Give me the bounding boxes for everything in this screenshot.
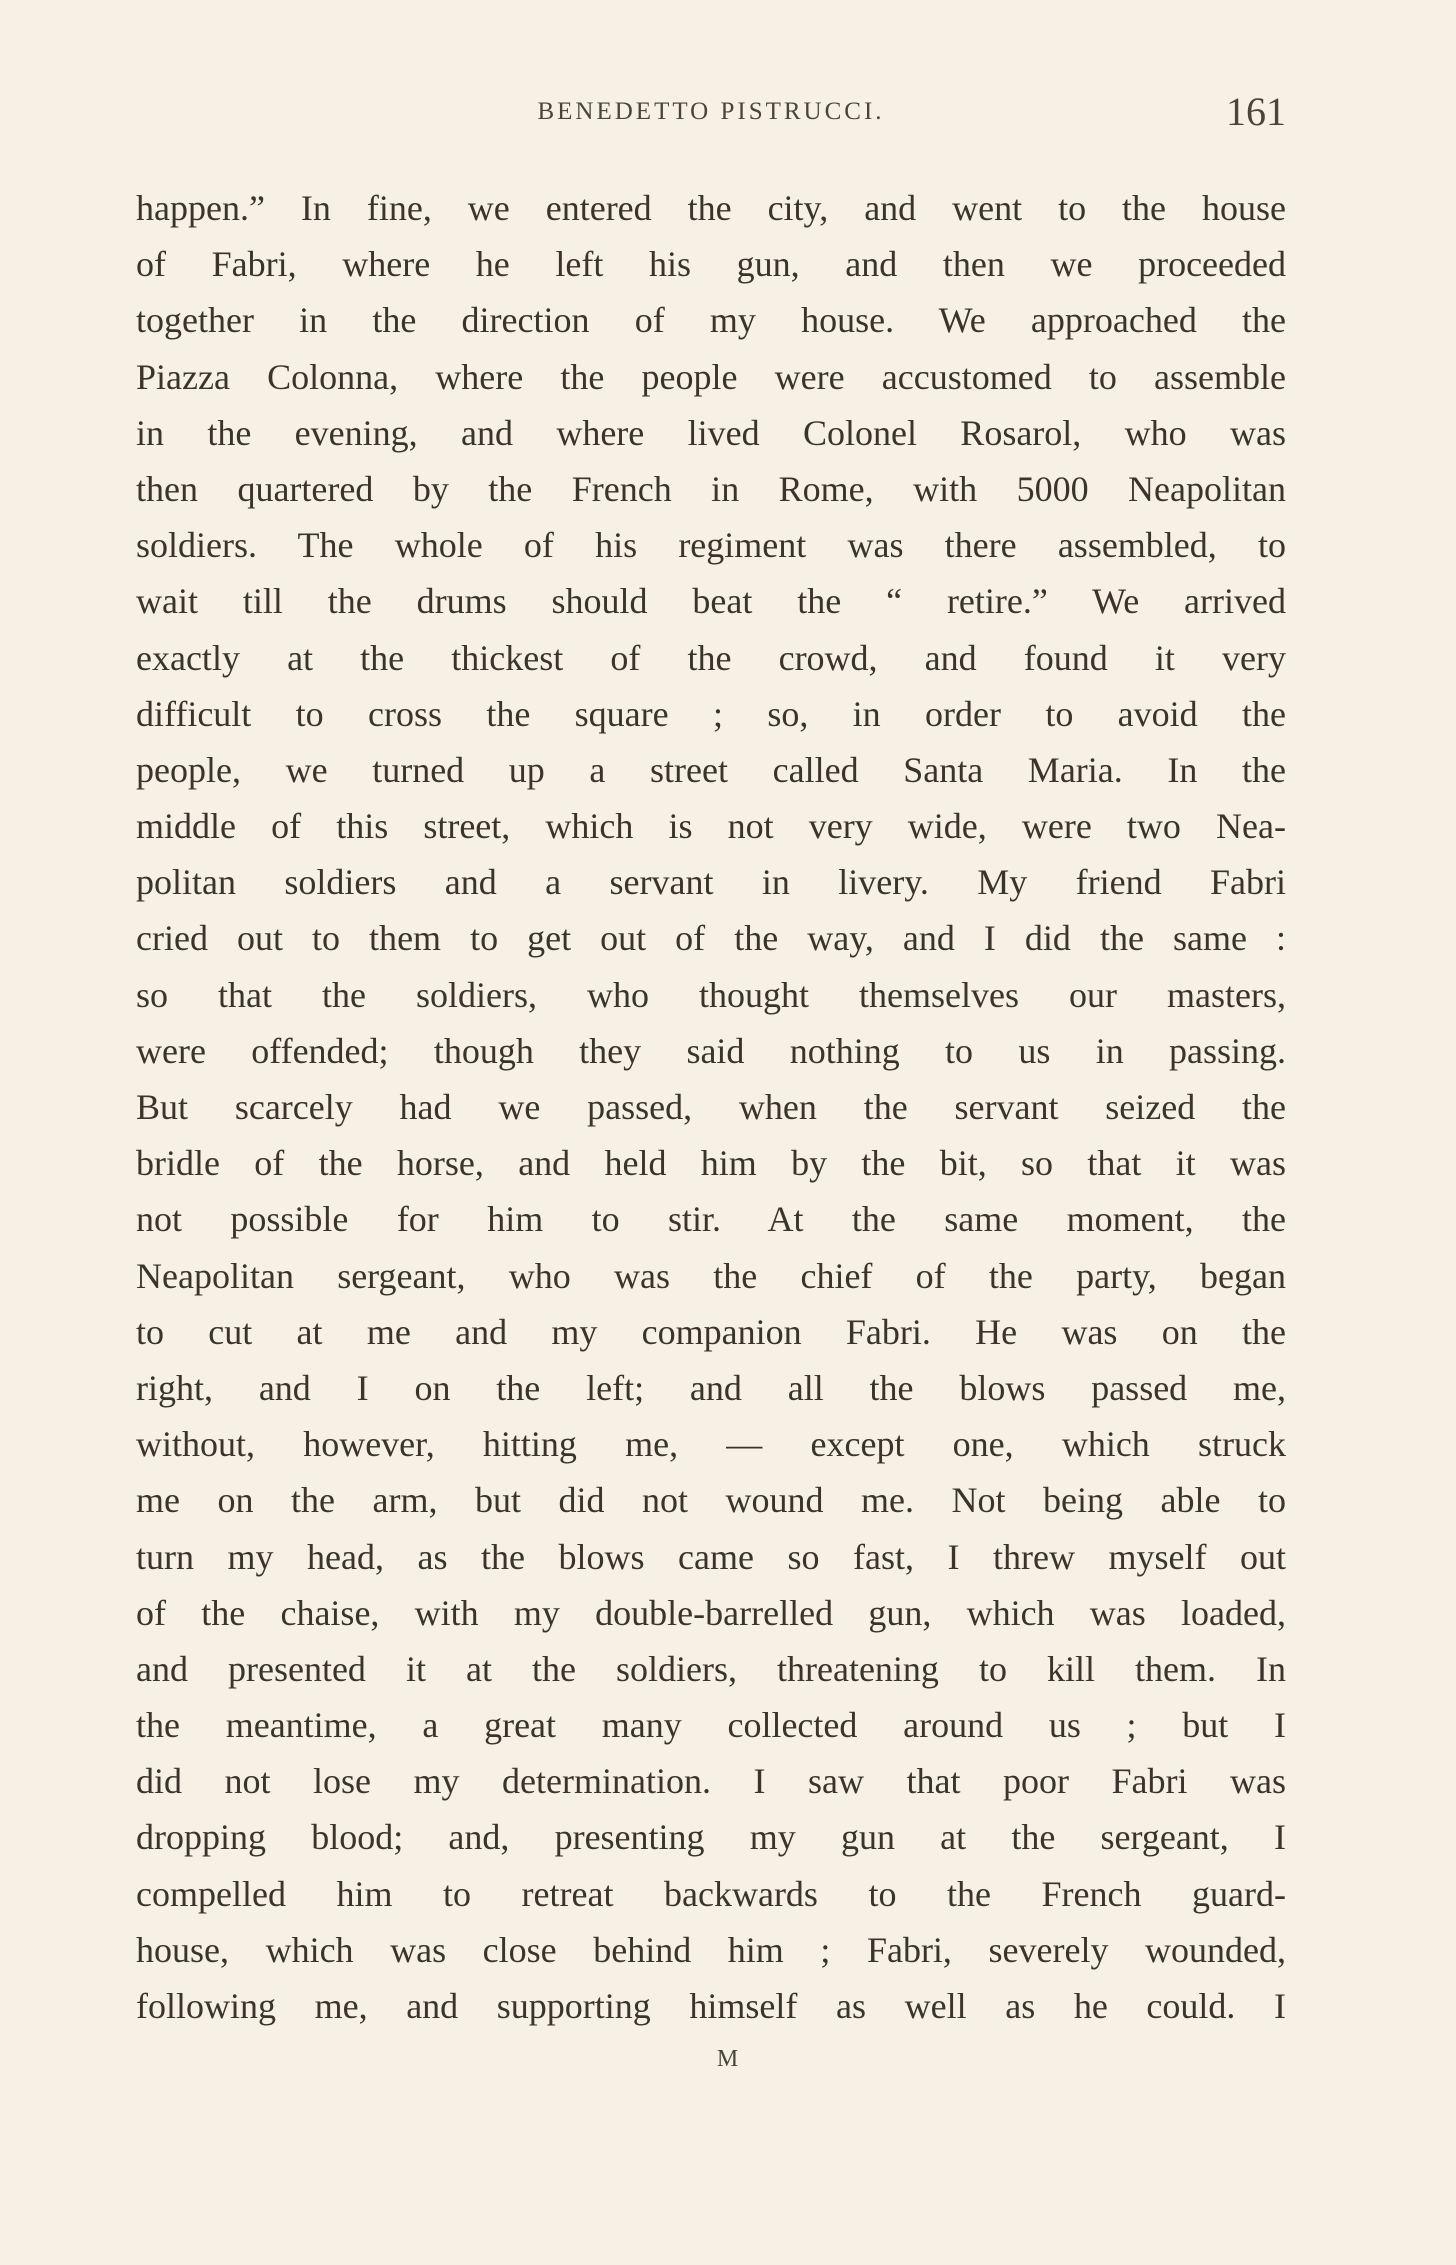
body-text xyxy=(136,180,1286,2034)
text-line: then quartered by the French in Rome, with 5000 Neapolitan xyxy=(136,468,1286,509)
text-line: were offended; though they said nothing to us in passing. xyxy=(136,1030,1286,1071)
running-title: BENEDETTO PISTRUCCI. xyxy=(537,98,885,125)
text-line: Piazza Colonna, where the people were accustomed to assemble xyxy=(136,356,1286,397)
text-line: But scarcely had we passed, when the servant seized the xyxy=(136,1087,1286,1127)
text-line: me on the arm, but did not wound me. Not being able to xyxy=(136,1480,1286,1521)
text-line: together in the direction of my house. We approached the xyxy=(136,300,1286,341)
page-number: 161 xyxy=(1226,89,1286,134)
text-line: soldiers. The whole of his regiment was there assembled, to xyxy=(136,525,1286,566)
text-line: of the chaise, with my double-barrelled gun, which was loaded, xyxy=(136,1592,1286,1633)
text-line: middle of this street, which is not very wide, were two Nea- xyxy=(136,806,1286,847)
text-line: dropping blood; and, presenting my gun at the sergeant, I xyxy=(136,1817,1286,1858)
text-line: difficult to cross the square ; so, in order to avoid the xyxy=(136,693,1286,734)
text-line: without, however, hitting me, — except one, which struck xyxy=(136,1424,1286,1465)
text-line: the meantime, a great many collected around us ; but I xyxy=(136,1705,1286,1746)
text-line: did not lose my determination. I saw that poor Fabri was xyxy=(136,1761,1286,1802)
text-line: to cut at me and my companion Fabri. He was on the xyxy=(136,1311,1286,1352)
text-line: people, we turned up a street called Santa Maria. In the xyxy=(136,749,1286,790)
text-line: not possible for him to stir. At the same moment, the xyxy=(136,1199,1286,1240)
text-line: following me, and supporting himself as well as he could. I xyxy=(136,1986,1286,2026)
text-line: cried out to them to get out of the way, and I did the same : xyxy=(136,918,1286,959)
text-line: and presented it at the soldiers, threatening to kill them. In xyxy=(136,1648,1286,1689)
text-line: so that the soldiers, who thought themselves our masters, xyxy=(136,974,1286,1015)
text-line: house, which was close behind him ; Fabri, severely wounded, xyxy=(136,1929,1286,1970)
text-line: right, and I on the left; and all the blows passed me, xyxy=(136,1367,1286,1408)
text-line: Neapolitan sergeant, who was the chief of the party, began xyxy=(136,1255,1286,1296)
text-line: happen.” In fine, we entered the city, and went to the house xyxy=(136,188,1286,228)
signature-mark: M xyxy=(716,2046,740,2072)
text-line: turn my head, as the blows came so fast, I threw myself out xyxy=(136,1536,1286,1577)
text-line: wait till the drums should beat the “ retire.” We arrived xyxy=(136,581,1286,622)
text-line: exactly at the thickest of the crowd, and found it very xyxy=(136,637,1286,678)
text-line: compelled him to retreat backwards to the French guard- xyxy=(136,1873,1286,1914)
text-line: bridle of the horse, and held him by the bit, so that it was xyxy=(136,1143,1286,1184)
running-head xyxy=(136,88,1286,138)
text-line: of Fabri, where he left his gun, and then we proceeded xyxy=(136,244,1286,285)
text-line: in the evening, and where lived Colonel Rosarol, who was xyxy=(136,412,1286,453)
text-line: politan soldiers and a servant in livery. My friend Fabri xyxy=(136,862,1286,903)
